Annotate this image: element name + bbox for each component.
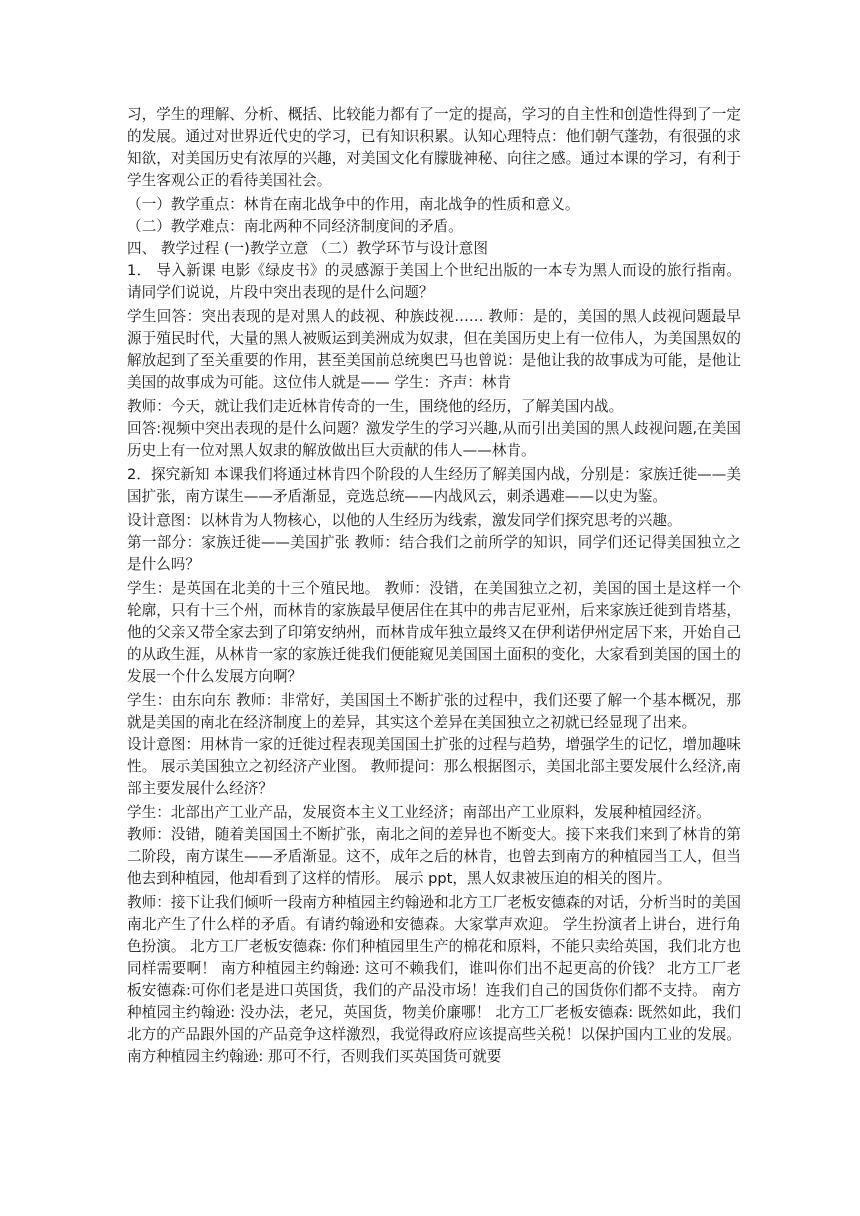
paragraph-part-two: 教师：没错，随着美国国土不断扩张，南北之间的差异也不断变大。接下来我们来到了林肯的第二阶段，南方谋生——矛盾渐显。这不，成年之后的林肯，也曾去到南方的种植园当工人，但当他去到种植园，他却看到了这样的情形。 展示 ppt，黑人奴隶被压迫的相关的图片。 [127, 826, 741, 887]
paragraph-part-one: 第一部分：家族迁徙——美国扩张 教师：结合我们之前所学的知识，同学们还记得美国独立之是什么吗？ [127, 534, 741, 573]
paragraph-north-south-economy: 学生：北部出产工业产品，发展资本主义工业经济；南部出产工业原料，发展种植园经济。 [127, 804, 711, 821]
paragraph-student-analysis: 习，学生的理解、分析、概括、比较能力都有了一定的提高，学习的自主性和创造性得到了一定的发展。通过对世界近代史的学习，已有知识积累。认知心理特点：他们朝气蓬勃，有很强的求知欲，对美国历史有浓厚的兴趣，对美国文化有朦胧神秘、向往之感。通过本课的学习，有利于学生客观公正的看待美国社会。 [127, 106, 741, 189]
paragraph-teaching-process-heading: 四、 教学过程 (一)教学立意 （二）教学环节与设计意图 [127, 240, 488, 257]
paragraph-difficulties: （二）教学难点：南北两种不同经济制度间的矛盾。 [127, 218, 463, 235]
paragraph-role-play: 教师：接下让我们倾听一段南方种植园主约翰逊和北方工厂老板安德森的对话，分析当时的美国南北产生了什么样的矛盾。有请约翰逊和安德森。大家掌声欢迎。 学生扮演者上讲台，进行角色扮演。 北方工厂老板安德森: 你们种植园里生产的棉花和原料，不能只卖给英国，我们北方也同样需要啊！ 南方种植园主约翰逊: 这可不赖我们，谁叫你们出不起更高的价钱？ 北方工厂老板安德森:可你们老是进口英国货，我们的产品没市场！连我们自己的国货你们都不支持。 南方种植园主约翰逊: 没办法，老兄，英国货，物美价廉哪！ 北方工厂老板安德森: 既然如此，我们北方的产品跟外国的产品竞争这样激烈，我觉得政府应该提高些关税！以保护国内工业的发展。南方种植园主约翰逊: 那可不行，否则我们买英国货可就要 [127, 894, 741, 1065]
paragraph-design-intent-2: 设计意图：用林肯一家的迁徙过程表现美国国土扩张的过程与趋势，增强学生的记忆，增加趣味性。 展示美国独立之初经济产业图。 教师提问：那么根据图示，美国北部主要发展什么经济,南部主要发展什么经济？ [127, 736, 741, 797]
paragraph-east-west: 学生：由东向东 教师：非常好，美国国土不断扩张的过程中，我们还要了解一个基本概况，那就是美国的南北在经济制度上的差异，其实这个差异在美国独立之初就已经显现了出来。 [127, 692, 741, 731]
document-body [127, 104, 741, 1070]
paragraph-teacher-lincoln: 教师：今天，就让我们走近林肯传奇的一生，围绕他的经历，了解美国内战。 [127, 398, 624, 415]
paragraph-video-question: 回答:视频中突出表现的是什么问题？激发学生的学习兴趣,从而引出美国的黑人歧视问题,在美国历史上有一位对黑人奴隶的解放做出巨大贡献的伟人——林肯。 [127, 420, 741, 459]
paragraph-key-points: （一）教学重点：林肯在南北战争中的作用，南北战争的性质和意义。 [127, 196, 580, 213]
paragraph-design-intent-1: 设计意图：以林肯为人物核心，以他的人生经历为线索，激发同学们探究思考的兴趣。 [127, 512, 682, 529]
paragraph-thirteen-colonies: 学生：是英国在北美的十三个殖民地。 教师：没错，在美国独立之初，美国的国土是这样一个轮廓，只有十三个州，而林肯的家族最早便居住在其中的弗吉尼亚州，后来家族迁徙到肯塔基，他的父亲又带全家去到了印第安纳州，而林肯成年独立最终又在伊利诺伊州定居下来，开始自己的从政生涯，从林肯一家的家族迁徙我们便能窥见美国国土面积的变化，大家看到美国的国土的发展一个什么发展方向啊？ [127, 580, 741, 685]
paragraph-student-answer: 学生回答：突出表现的是对黑人的歧视、种族歧视…… 教师：是的，美国的黑人歧视问题最早源于殖民时代，大量的黑人被贩运到美洲成为奴隶，但在美国历史上有一位伟人，为美国黑奴的解放起到了至关重要的作用，甚至美国前总统奥巴马也曾说：是他让我的故事成为可能，是他让美国的故事成为可能。这位伟人就是—— 学生：齐声：林肯 [127, 308, 741, 391]
paragraph-introduction: 1． 导入新课 电影《绿皮书》的灵感源于美国上个世纪出版的一本专为黑人而设的旅行指南。请同学们说说，片段中突出表现的是什么问题？ [127, 262, 741, 301]
paragraph-explore-new: 2．探究新知 本课我们将通过林肯四个阶段的人生经历了解美国内战，分别是：家族迁徙——美国扩张，南方谋生——矛盾渐显，竞选总统——内战风云，刺杀遇难——以史为鉴。 [127, 466, 741, 505]
